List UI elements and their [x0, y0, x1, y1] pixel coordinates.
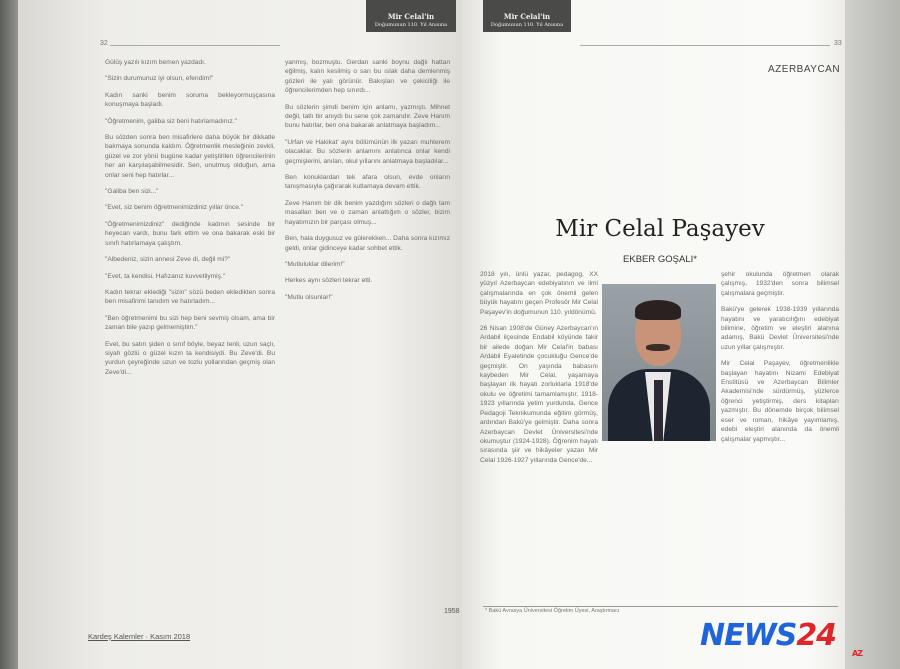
header-tab-title: Mir Celal'in — [387, 12, 435, 21]
paragraph: "Mutluluklar dilerim!" — [285, 260, 345, 268]
footnote: * Bakü Avrasya Üniversitesi Öğretim Üyesi, Araştırmacı — [485, 608, 620, 614]
paragraph: Mir Celal Paşayev, öğretmenlikle başlayan hayatını Nizami Edebiyat Enstitüsü ve Azerbaycan Bilimler Akademisi'nde sürdürmüş, yüzlerce öğrenci yetiştirmiş, ders kitapları yazmıştır. Bu dönemde birçok bilimsel eser ve roman, hikâye yayımlamış, edebi eleştiri alanında da önemli çalışmalar yapmıştır... — [721, 360, 839, 443]
header-tab-left — [366, 0, 456, 32]
header-rule-right — [580, 45, 830, 46]
paragraph: Kadın sanki benim soruma bekleyormuşçasına konuşmaya başladı. — [105, 91, 275, 109]
logo-number: 24 — [796, 618, 837, 653]
paragraph: "Öğretmenimizdiniz" dediğinde kadının sesinde bir heyecan vardı, bunu fark ettim ve ona bakarak eski bir sınıfı hatırlamaya çalıştım. — [105, 220, 275, 247]
paragraph: "Galiba ben sizi..." — [105, 188, 159, 196]
right-column-2 — [721, 270, 839, 451]
paragraph: "Mutlu olsunlar!" — [285, 293, 333, 301]
paragraph: "Urfan ve Hakikat' aynı bölümünün ilk yazarı muhterem olacaklar. Bu sözlerin anlamını anlatınca onlar kendi geçmişlerini, anıları, okul yıllarını anlatmaya başladılar... — [285, 138, 450, 165]
page-number-left: 32 — [100, 40, 108, 47]
right-column-1 — [480, 270, 598, 472]
logo-suffix: AZ — [852, 649, 862, 658]
magazine-footer: Kardeş Kalemler · Kasım 2018 — [88, 632, 191, 641]
left-column-1 — [105, 58, 275, 384]
paragraph: Kadın tekrar eklediği "sizin" sözü beden ekledikten sonra ben misafirimi tanıdım ve hatırladım... — [105, 288, 275, 306]
paragraph: Ben konuklardan tek afara olsun, evde onların tanışmasıyla çağırarak kutlamaya devam ettik. — [285, 174, 450, 191]
paragraph: yanmış, bozmuştu. Gerdan sanki boynu dağlı hattan eğilmiş, kalın kesilmiş o sarı bu ıslak daha demlenmiş gözleri ile yalı görünür. Bakışları ve çekiciliği ile öğrencilerimden hep sınırdı... — [285, 59, 450, 95]
paragraph: 26 Nisan 1908'de Güney Azerbaycan'ın Ardabil ilçesinde Endabil köyünde fakir bir ailede doğan Mir Celal'in babası Ardabil Eyaletinde çocukluğu Gence'de geçmiştir. On yaşında babasını kaybeden Mir Celal, yaşamaya başlayan ilk hayatı zorluklarla 1918'de okulu ve öğretimi tamamlamıştır. 1918-1923 yıllarında yetim yurdunda, Gence Pedagoji Teknikumunda eğitim görmüş, ardından Bakü'ye gelmiştir. Daha sonra Azerbaycan Devlet Üniversitesi'nde okumuştur (1924-1928). Öğrenim hayatı sırasında şiir ve hikâyeler yazan Mir Celal 1926-1927 yıllarında Gence'de... — [480, 325, 598, 464]
paragraph: "Evet, siz benim öğretmenimizdiniz yıllar önce." — [105, 204, 244, 212]
header-tab-title: Mir Celal'in — [503, 12, 551, 21]
magazine-edge-left — [0, 0, 20, 669]
page-number-right: 33 — [834, 40, 842, 47]
paragraph: Ben, hala duygusuz ve gülerekken... Daha sonra kızımız geldi, onlar gidinceye kadar sohbet ettik. — [285, 235, 450, 252]
left-column-2 — [285, 58, 450, 309]
logo-brand: NEWS — [700, 618, 797, 653]
paragraph: "Albedeniz, sizin annesi Zeve di, değil mi?" — [105, 256, 231, 264]
paragraph: şehir okulunda öğretmen olarak çalışmış, 1932'den sonra bilimsel çalışmalara geçmiştir. — [721, 271, 839, 297]
paragraph: Bu sözlerin şimdi benim için anlamı, yazmıştı. Mihnet değil, tatlı bir anıydı bu sene çok zamandır. Zeve Hanım bunu hatırlar, ben ona bakarak anlatmaya başladım... — [285, 103, 450, 130]
paragraph: "Öğretmenim, galiba siz beni hatırlamadınız." — [105, 117, 237, 125]
paragraph: Gülüş yazılı kızım bemen yazdadı. — [105, 59, 206, 66]
news24-watermark-logo — [700, 618, 862, 658]
paragraph: Zeve Hanım bir dik benim yazdığım sözleri o dağlı tam masalları ben ve o zaman anlattığım o sözler, bizim hayatımızın bir parçası olmuş... — [285, 199, 450, 226]
paragraph: Bakü'ye gelerek 1938-1939 yıllarında hayatını ve yaratıcılığını edebiyat bilimine, öğretim ve eleştiri alanına adamış, Bakü Devlet Üniversitesi'nde uzun yıllar çalışmıştır. — [721, 306, 839, 351]
paragraph: Evet, bu satırı şiden o sınıf böyle, beyaz tenli, uzun saçlı, siyah gözlü o güzel kızın ta kendisiydi. Bu Zeve'di. Bu yurdun çeyreğinde uzun ve tozlu yollarından geçmiş olan Zeve'di... — [105, 340, 275, 376]
article-author: EKBER GOŞALI* — [623, 254, 697, 265]
header-rule-left — [110, 45, 280, 46]
paragraph: "Evet, ta kendisi. Hafızanız kuvvetliymiş." — [105, 272, 226, 280]
page-stamp: 1958 — [444, 608, 460, 615]
section-label: AZERBAYCAN — [768, 64, 841, 75]
header-tab-subtitle: Doğumunun 110. Yıl Anısına — [490, 22, 564, 28]
article-title: Mir Celal Paşayev — [555, 216, 765, 242]
paragraph: "Ben öğretmenimi bu sizi hep beni sevmiş olsam, ama bir zaman bile yazıp gelmemiştim." — [105, 314, 275, 332]
paragraph: 2018 yılı, ünlü yazar, pedagog, XX yüzyıl Azerbaycan edebiyatının ve ilmi çalışmalarında en çok önemli gelen büyük hayatını geçen Profesör Mir Celal Paşayev'in doğumunun 110. yıldönümü. — [480, 271, 598, 316]
header-tab-subtitle: Doğumunun 110. Yıl Anısına — [374, 22, 448, 28]
magazine-edge-right — [845, 0, 900, 669]
author-portrait-photo — [602, 284, 716, 441]
header-tab-right — [483, 0, 571, 32]
footnote-rule — [483, 606, 838, 607]
paragraph: Bu sözden sonra ben misafirlere daha büyük bir dikkatle bakmaya sonunda kaldım. Öğretmenlik mesleğinin zevkli, güzel ve zor yönü bugüne kadar yetiştirilen öğrencilerinin her an karşılaşabilmesidir. Sen, unutmuş olduğun, ama onlar seni hep hatırlar... — [105, 134, 275, 179]
paragraph: Herkes aynı sözleri tekrar etti. — [285, 277, 373, 285]
paragraph: "Sizin durumunuz iyi olsun, efendim!" — [105, 75, 214, 83]
